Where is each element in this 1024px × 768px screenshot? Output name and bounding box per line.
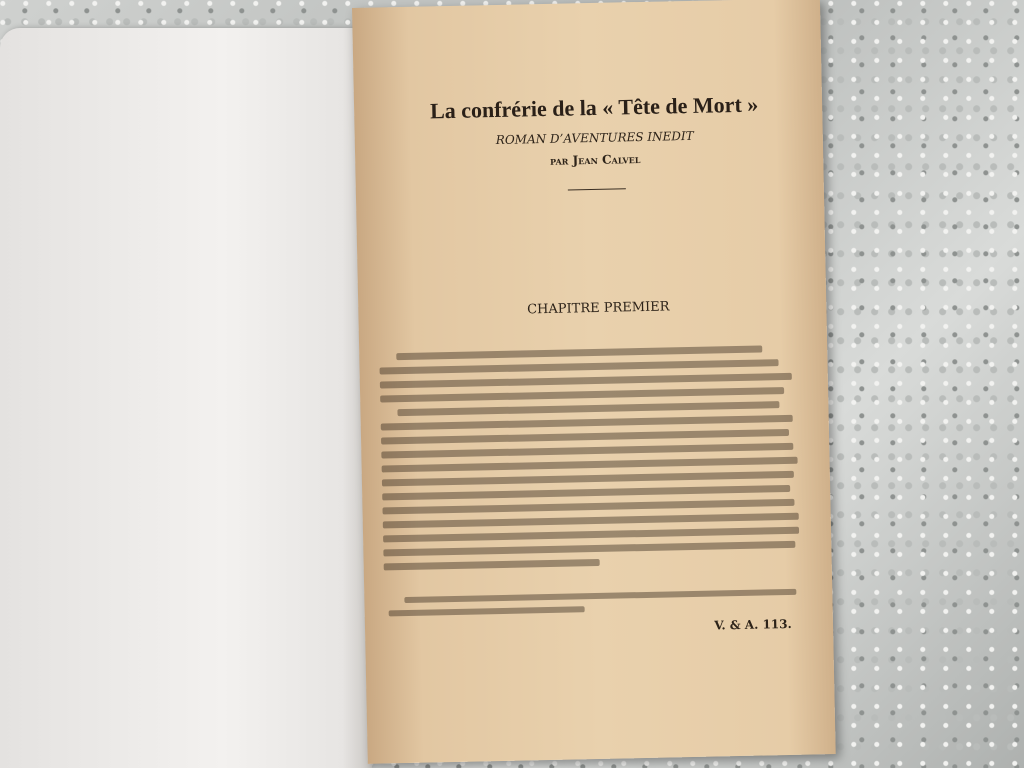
text-line xyxy=(383,513,799,529)
text-line xyxy=(405,589,797,603)
text-line xyxy=(397,401,780,416)
text-line xyxy=(380,359,779,374)
chapter-heading: CHAPITRE PREMIER xyxy=(527,299,670,318)
text-line xyxy=(396,345,762,360)
right-book-page xyxy=(352,0,836,764)
text-line xyxy=(383,527,799,543)
text-line xyxy=(382,499,794,515)
text-line xyxy=(389,606,585,616)
book-author: par Jean Calvel xyxy=(549,151,641,168)
text-line xyxy=(382,485,790,501)
text-line xyxy=(383,541,795,557)
text-line xyxy=(384,559,600,571)
text-line xyxy=(382,471,794,487)
text-line xyxy=(382,457,798,473)
text-line xyxy=(380,387,784,402)
text-line xyxy=(381,443,793,459)
left-blank-page xyxy=(0,28,372,768)
book-title: La confrérie de la « Tête de Mort » xyxy=(429,91,759,124)
separator-rule xyxy=(568,188,626,190)
collection-reference: V. & A. 113. xyxy=(714,616,792,633)
text-line xyxy=(381,415,793,431)
chapter-text xyxy=(379,345,800,578)
text-line xyxy=(380,373,792,389)
text-line xyxy=(381,429,789,445)
book-subtitle: ROMAN D’AVENTURES INEDIT xyxy=(495,128,694,148)
